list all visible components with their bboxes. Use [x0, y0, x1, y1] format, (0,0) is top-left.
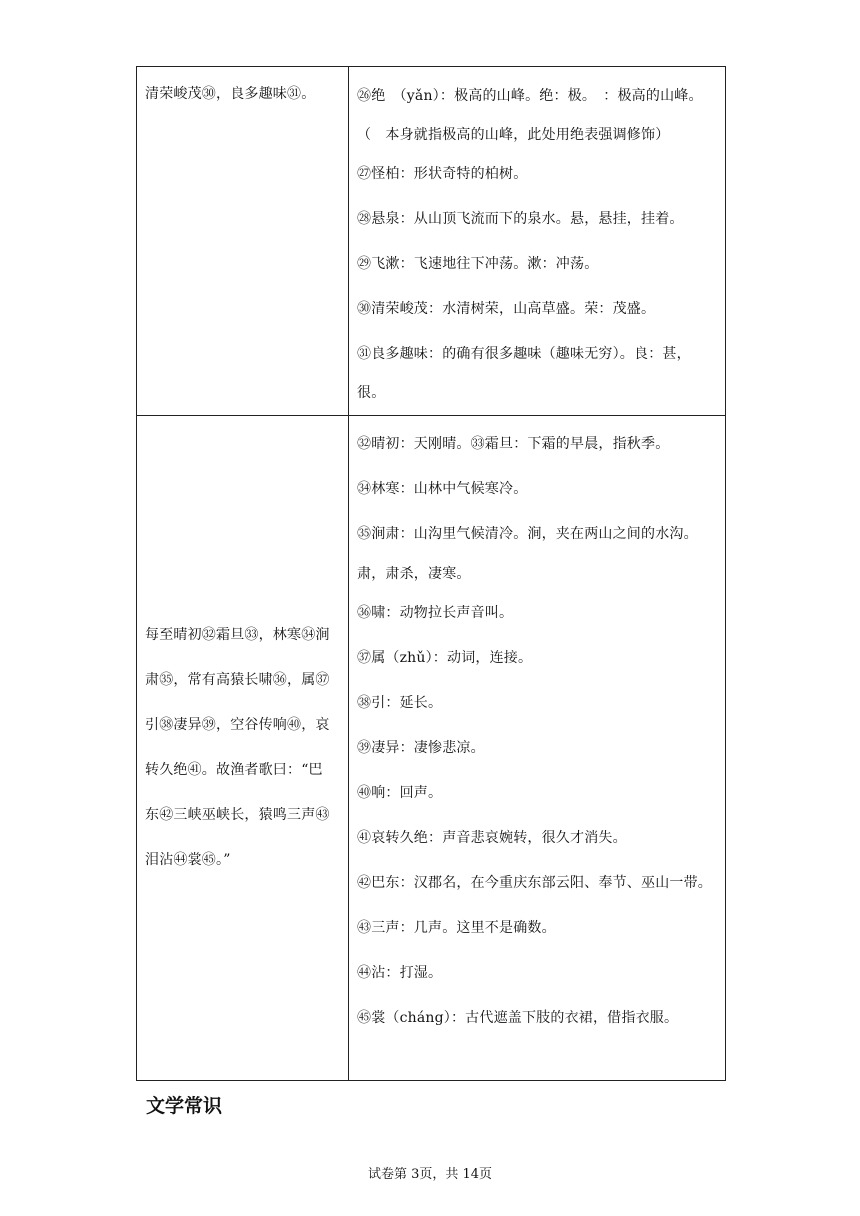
note-line: ㊴凄异：凄惨悲凉。: [357, 740, 485, 756]
original-line: 引㊳凄异㊴，空谷传响㊵，哀: [145, 717, 330, 733]
section-heading: 文学常识: [146, 1095, 223, 1117]
note-line: ㉚清荣峻茂：水清树荣，山高草盛。荣：茂盛。: [357, 301, 656, 317]
table-row: [137, 67, 726, 416]
note-line: ㊲属（zhǔ）：动词，连接。: [357, 650, 533, 666]
note-line: ㉜晴初：天刚晴。㉝霜旦：下霜的早晨，指秋季。: [357, 436, 670, 452]
notes-cell: [349, 416, 726, 1081]
notes-cell: [349, 67, 726, 416]
original-line: 肃㉟，常有高猿长啸㊱，属㊲: [145, 672, 330, 688]
original-line: 泪沾㊹裳㊺。”: [145, 852, 231, 868]
note-line: ㊶哀转久绝：声音悲哀婉转，很久才消失。: [357, 830, 627, 846]
original-line: 每至晴初㉜霜旦㉝，林寒㉞涧: [145, 627, 330, 643]
table-row: [137, 416, 726, 1081]
note-line: ㉟涧肃：山沟里气候清冷。涧，夹在两山之间的水沟。: [357, 526, 698, 542]
note-line: ㉛良多趣味：的确有很多趣味（趣味无穷）。良：甚，: [357, 346, 691, 362]
note-line: ㊸三声：几声。这里不是确数。: [357, 920, 556, 936]
annotation-table: [136, 66, 726, 1081]
note-line: ㊳引：延长。: [357, 695, 443, 711]
note-line: ㊵响：回声。: [357, 785, 443, 801]
note-line: ㊱啸：动物拉长声音叫。: [357, 605, 514, 621]
original-text-cell: [137, 416, 349, 1081]
original-text-cell: [137, 67, 349, 416]
note-line: ㉗怪柏：形状奇特的柏树。: [357, 166, 528, 182]
note-line: ㉘悬泉：从山顶飞流而下的泉水。悬，悬挂，挂着。: [357, 211, 684, 227]
note-line: ㊺裳（cháng）：古代遮盖下肢的衣裙，借指衣服。: [357, 1010, 679, 1026]
note-line: （ 本身就指极高的山峰，此处用绝表强调修饰）: [357, 127, 670, 143]
note-line: ㊷巴东：汉郡名，在今重庆东部云阳、奉节、巫山一带。: [357, 875, 712, 891]
original-line: 清荣峻茂㉚，良多趣味㉛。: [145, 86, 316, 102]
note-line: ㉖绝 （yǎn）：极高的山峰。绝：极。 ：极高的山峰。: [357, 88, 703, 104]
page-footer: 试卷第 3页，共 14页: [367, 1167, 493, 1182]
note-line: ㉙飞漱：飞速地往下冲荡。漱：冲荡。: [357, 256, 599, 272]
note-line: ㉞林寒：山林中气候寒冷。: [357, 481, 528, 497]
note-line: ㊹沾：打湿。: [357, 965, 443, 981]
original-line: 东㊷三峡巫峡长，猿鸣三声㊸: [145, 807, 330, 823]
original-line: 转久绝㊶。故渔者歌曰：“巴: [145, 762, 323, 778]
note-line: 肃，肃杀，凄寒。: [357, 566, 471, 582]
note-line: 很。: [357, 385, 386, 401]
